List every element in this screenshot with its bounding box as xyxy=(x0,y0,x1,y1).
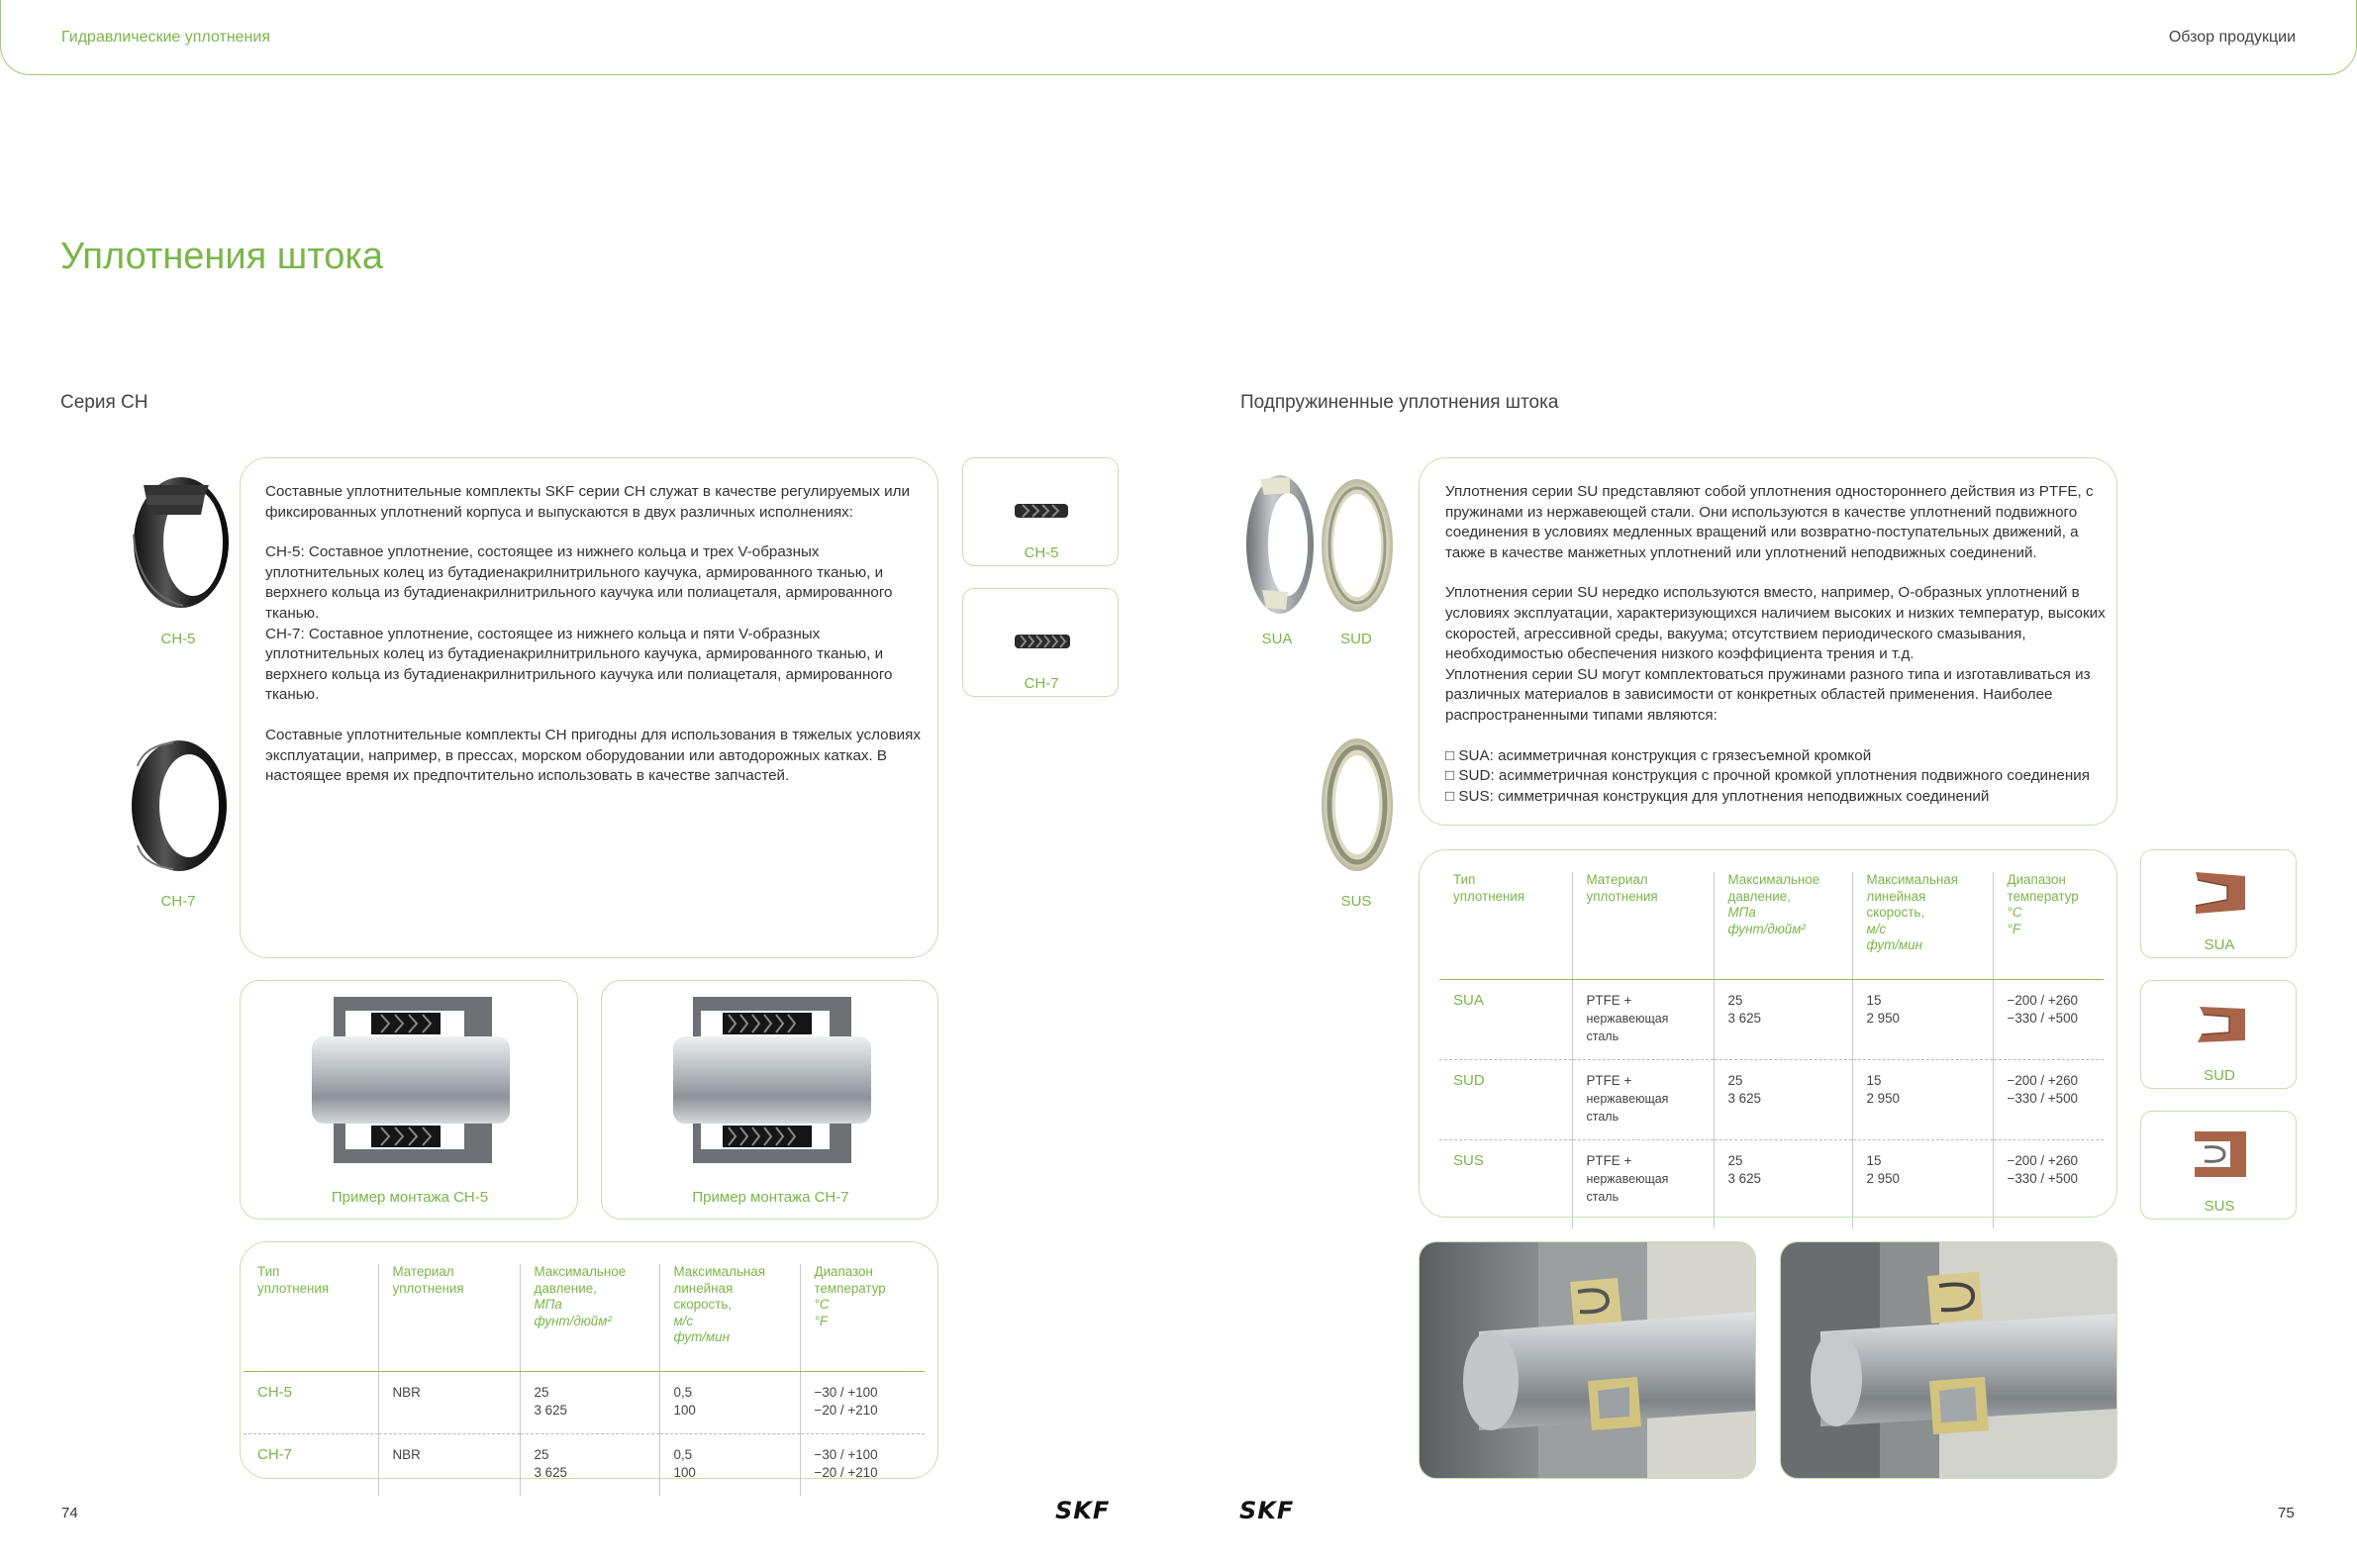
ch5-product-image xyxy=(124,465,233,614)
row-material: PTFE + нержавеющая сталь xyxy=(1572,979,1714,1059)
list-item: □ SUA: асимметричная конструкция с грязесъемной кромкой xyxy=(1445,746,1872,764)
page-number-right: 75 xyxy=(2278,1505,2295,1521)
su-description-box xyxy=(1419,457,2117,826)
page-title: Уплотнения штока xyxy=(60,236,383,277)
row-pressure: 25 3 625 xyxy=(520,1371,659,1433)
list-item: □ SUS: симметричная конструкция для уплотнения неподвижных соединений xyxy=(1445,787,1990,805)
sud-profile-box xyxy=(2140,980,2297,1089)
row-pressure: 25 3 625 xyxy=(1714,1139,1852,1228)
sua-profile-box xyxy=(2140,849,2297,958)
ch7-mounting-diagram xyxy=(673,997,871,1163)
table-header-temperature: Диапазон температур °C °F xyxy=(800,1264,925,1371)
row-material: PTFE + нержавеющая сталь xyxy=(1572,1059,1714,1139)
sus-profile-box xyxy=(2140,1111,2297,1220)
ch7-mounting-label: Пример монтажа CH-7 xyxy=(692,1189,849,1206)
row-speed: 0,5 100 xyxy=(659,1371,800,1433)
table-header-type: Тип уплотнения xyxy=(1439,872,1572,979)
table-row xyxy=(1439,1059,2104,1139)
ch7-product-image xyxy=(124,736,233,875)
row-type: CH-7 xyxy=(257,1445,293,1463)
sua-profile-label: SUA xyxy=(2204,936,2235,953)
ch-description-box xyxy=(240,457,938,958)
sud-application-image xyxy=(1781,1242,2117,1479)
ch7-description: CH-7: Составное уплотнение, состоящее из нижнего кольца и пяти V-образных уплотнительных колец из бутадиенакрилнитрильного каучука, армированного тканью, и верхнего кольца из бутадиенакрилнитрильного каучука или полиацеталя, армированного тканью. xyxy=(265,625,893,704)
checkbox-icon: □ xyxy=(1445,746,1455,764)
ch-description-usage: Составные уплотнительные комплекты CH пригодны для использования в тяжелых условиях эксплуатации, например, в прессах, морском оборудовании или автодорожных катках. В настоящее время их предпочтительно использовать в качестве запчастей. xyxy=(265,726,921,785)
ch7-profile-box xyxy=(962,588,1119,697)
sud-image-label: SUD xyxy=(1340,631,1372,647)
section-title-su: Подпружиненные уплотнения штока xyxy=(1240,392,1559,413)
ch5-profile-icon xyxy=(1015,502,1068,520)
row-temperature: −200 / +260 −330 / +500 xyxy=(1993,1139,2104,1228)
page-number-left: 74 xyxy=(61,1505,78,1521)
row-material: NBR xyxy=(378,1371,520,1433)
ch5-mounting-box xyxy=(240,980,578,1220)
ch5-mounting-label: Пример монтажа CH-5 xyxy=(331,1189,489,1206)
row-type: SUS xyxy=(1453,1151,1484,1169)
ch-spec-table xyxy=(244,1264,925,1496)
table-row xyxy=(1439,1139,2104,1228)
sus-image-label: SUS xyxy=(1340,893,1372,910)
ch7-image-label: CH-7 xyxy=(160,893,196,910)
row-material: NBR xyxy=(378,1433,520,1496)
sua-image-label: SUA xyxy=(1261,631,1293,647)
table-header-pressure: Максимальное давление, МПа фунт/дюйм² xyxy=(520,1264,659,1371)
sua-application-image xyxy=(1420,1242,1756,1479)
ch5-profile-box xyxy=(962,457,1119,566)
section-title-ch: Серия CH xyxy=(60,392,148,413)
row-speed: 15 2 950 xyxy=(1852,979,1993,1059)
header-frame xyxy=(0,0,2357,75)
row-pressure: 25 3 625 xyxy=(520,1433,659,1496)
su-description-usage: Уплотнения серии SU нередко используются вместо, например, O-образных уплотнений в условиях эксплуатации, характеризующихся наличием высоких и низких температур, высоких скоростей, агрессивной среды, вакуума; отсутствием периодического смазывания, необходимостью обеспечения низкого коэффициента трения и т.д. xyxy=(1445,584,2106,663)
sus-profile-label: SUS xyxy=(2204,1198,2235,1215)
row-temperature: −30 / +100 −20 / +210 xyxy=(800,1371,925,1433)
checkbox-icon: □ xyxy=(1445,787,1455,805)
ch-description-intro: Составные уплотнительные комплекты SKF серии CH служат в качестве регулируемых или фиксированных уплотнений корпуса и выпускаются в двух различных исполнениях: xyxy=(265,483,910,521)
table-header-pressure: Максимальное давление, МПа фунт/дюйм² xyxy=(1714,872,1852,979)
header-chapter-label: Обзор продукции xyxy=(2168,29,2296,46)
row-speed: 0,5 100 xyxy=(659,1433,800,1496)
row-type: SUD xyxy=(1439,1059,1572,1139)
su-type-list xyxy=(1445,746,2111,808)
table-header-temperature: Диапазон температур °C °F xyxy=(1993,872,2104,979)
ch7-profile-label: CH-7 xyxy=(1024,675,1059,692)
skf-logo-left: SKF xyxy=(1055,1497,1111,1524)
row-pressure: 25 3 625 xyxy=(1714,1059,1852,1139)
row-material: PTFE + нержавеющая сталь xyxy=(1572,1139,1714,1228)
table-header-material: Материал уплотнения xyxy=(1572,872,1714,979)
table-header-speed: Максимальная линейная скорость, м/с фут/мин xyxy=(659,1264,800,1371)
ch-spec-table-box xyxy=(240,1241,938,1479)
ch7-profile-icon xyxy=(1015,633,1070,650)
row-temperature: −200 / +260 −330 / +500 xyxy=(1993,979,2104,1059)
row-speed: 15 2 950 xyxy=(1852,1139,1993,1228)
sua-application-render xyxy=(1419,1241,1756,1479)
ch7-mounting-box xyxy=(601,980,938,1220)
su-description-intro: Уплотнения серии SU представляют собой уплотнения одностороннего действия из PTFE, с пружинами из нержавеющей стали. Они используются в качестве уплотнений подвижного соединения в условиях медленных вращений или возвратно-поступательных движений, а также в качестве манжетных уплотнений или уплотнений неподвижных соединений. xyxy=(1445,483,2094,561)
su-spec-table-box xyxy=(1419,849,2117,1218)
row-temperature: −30 / +100 −20 / +210 xyxy=(800,1433,925,1496)
sua-profile-icon xyxy=(2194,870,2247,916)
row-pressure: 25 3 625 xyxy=(1714,979,1852,1059)
table-header-speed: Максимальная линейная скорость, м/с фут/мин xyxy=(1852,872,1993,979)
table-row xyxy=(1439,979,2104,1059)
sud-application-render xyxy=(1780,1241,2117,1479)
ch5-description: CH-5: Составное уплотнение, состоящее из нижнего кольца и трех V-образных уплотнительных колец из бутадиенакрилнитрильного каучука, армированного тканью, и верхнего кольца из бутадиенакрилнитрильного каучука или полиацеталя, армированного тканью. xyxy=(265,543,893,622)
row-type: SUA xyxy=(1439,979,1572,1059)
header-section-label: Гидравлические уплотнения xyxy=(61,29,270,46)
list-item: □ SUD: асимметричная конструкция с прочной кромкой уплотнения подвижного соединения xyxy=(1445,767,2090,785)
checkbox-icon: □ xyxy=(1445,767,1455,785)
row-speed: 15 2 950 xyxy=(1852,1059,1993,1139)
ch5-image-label: CH-5 xyxy=(160,631,196,647)
sud-product-image xyxy=(1320,477,1395,614)
sud-profile-label: SUD xyxy=(2204,1067,2235,1084)
table-header-material: Материал уплотнения xyxy=(378,1264,520,1371)
skf-logo-right: SKF xyxy=(1239,1497,1295,1524)
table-header-type: Тип уплотнения xyxy=(244,1264,378,1371)
ch5-profile-label: CH-5 xyxy=(1024,544,1059,561)
su-description-types: Уплотнения серии SU могут комплектоваться пружинами разного типа и изготавливаться из различных материалов в зависимости от конкретных областей применения. Наиболее распространенными типами являются: xyxy=(1445,665,2091,724)
sus-profile-icon xyxy=(2191,1129,2250,1179)
row-type: CH-5 xyxy=(244,1371,378,1433)
sus-product-image xyxy=(1320,736,1395,873)
table-row xyxy=(244,1371,925,1433)
table-row xyxy=(244,1433,925,1496)
su-spec-table xyxy=(1439,872,2104,1228)
ch5-mounting-diagram xyxy=(312,997,510,1163)
sua-product-image xyxy=(1240,473,1314,616)
row-temperature: −200 / +260 −330 / +500 xyxy=(1993,1059,2104,1139)
sud-profile-icon xyxy=(2194,1005,2247,1044)
